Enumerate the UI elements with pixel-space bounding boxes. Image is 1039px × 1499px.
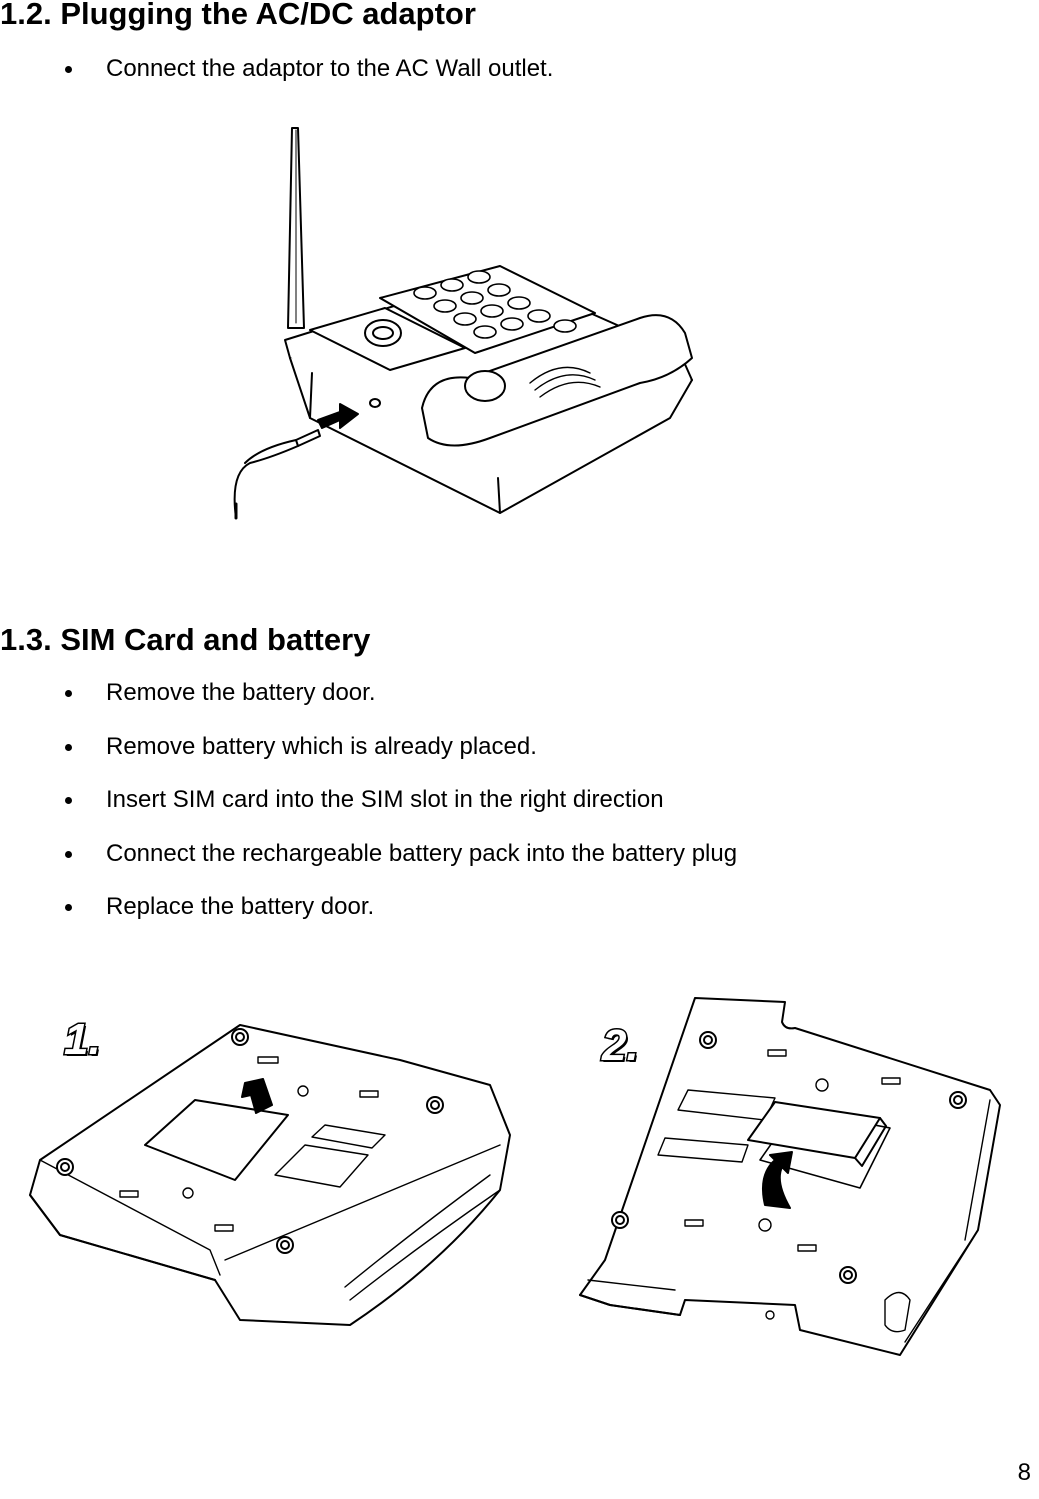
- instruction-text: Insert SIM card into the SIM slot in the right direction: [106, 786, 664, 813]
- desk-phone-adaptor-illustration: [200, 118, 710, 528]
- section-heading-ac-dc-adaptor: 1.2. Plugging the AC/DC adaptor: [0, 0, 476, 31]
- step-2-label: 2.: [602, 1021, 639, 1070]
- section-heading-sim-card-battery: 1.3. SIM Card and battery: [0, 622, 371, 657]
- instruction-text: Remove battery which is already placed.: [106, 732, 537, 760]
- bullet-icon: [65, 904, 72, 911]
- instruction-text: Replace the battery door.: [106, 893, 375, 920]
- step-1-label: 1.: [64, 1015, 101, 1064]
- bullet-icon: [65, 851, 72, 858]
- page-number: 8: [1017, 1459, 1031, 1486]
- bullet-icon: [65, 744, 72, 751]
- bullet-icon: [65, 690, 72, 697]
- bullet-icon: [65, 66, 72, 73]
- instruction-text: Connect the rechargeable battery pack into the battery plug: [106, 839, 738, 867]
- bullet-icon: [65, 797, 72, 804]
- instruction-text: Connect the adaptor to the AC Wall outlet.: [106, 55, 554, 82]
- instruction-text: Remove the battery door.: [106, 679, 376, 706]
